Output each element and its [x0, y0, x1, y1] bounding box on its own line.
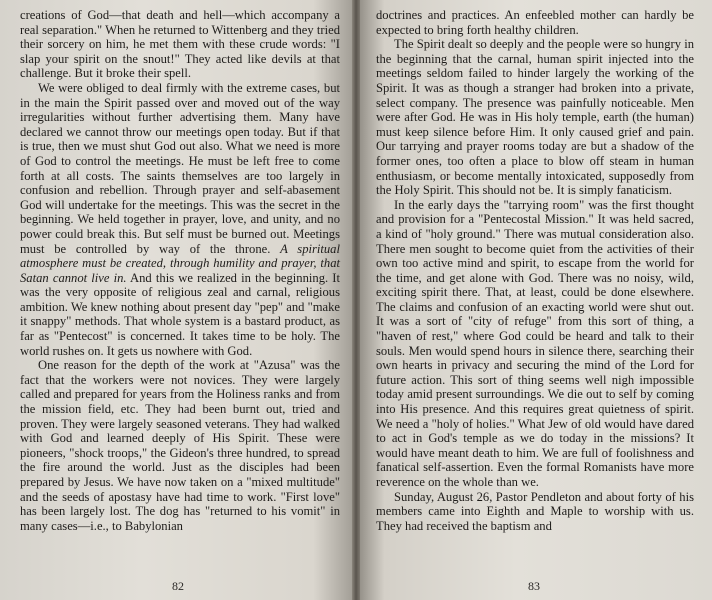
- paragraph: In the early days the "tarrying room" was the first thought and provision for a "Pentecostal Mission." It was held sacred, a kind of "holy ground." There was mutual consideration also. There men sought to become quiet from the activities of their own too active mind and spirit, to escape from the world for the time, and get alone with God. There was no noisy, wild, exciting spirit there. That, at least, could be done elsewhere. The claims and confusion of an exacting world were shut out. It was a sort of "city of refuge" from this sort of thing, a "haven of rest," where God could be heard and talk to their souls. Men would spend hours in silence there, searching their own hearts in privacy and securing the mind of the Lord for future action. This sort of thing seems well nigh impossible today amid present surroundings. We die out to self by coming into His presence. And this requires great quietness of spirit. We need a "holy of holies." What Jew of old would have dared to act in God's temple as we do today in the missions? It would have meant death to him. We are full of foolishness and fanatical self-assertion. Even the formal Romanists have more reverence on the whole than we.: [376, 197, 694, 489]
- paragraph: Sunday, August 26, Pastor Pendleton and about forty of his members came into Eighth and Maple to worship with us. They had received the baptism and: [376, 489, 694, 533]
- right-page: [356, 0, 712, 600]
- paragraph: [20, 81, 340, 358]
- page-number: 83: [528, 579, 540, 593]
- left-page-text: [20, 8, 340, 533]
- page-number: 82: [172, 579, 184, 593]
- paragraph: One reason for the depth of the work at "Azusa" was the fact that the workers were not novices. They were largely called and prepared for years from the Holiness ranks and from the mission field, etc. They had been burnt out, tried and proven. They were largely seasoned veterans. They had walked with God and learned deeply of His Spirit. These were pioneers, "shock troops," the Gideon's three hundred, to spread the fire around the world. Just as the disciples had been prepared by Jesus. We have now taken on a "mixed multitude" and the seeds of apostasy have had time to work. "First love" has been largely lost. The dog has "returned to his vomit" in many cases—i.e., to Babylonian: [20, 358, 340, 533]
- italic-emphasis: A spiritual atmosphere must be created, through humility and prayer, that Satan cannot live in.: [20, 241, 340, 285]
- paragraph-text: And this we realized in the beginning. It was the very opposite of religious zeal and carnal, religious ambition. We knew nothing about present day "pep" and "make it snappy" methods. That whole system is a bastard product, as far as "Pentecost" is concerned. It takes time to be holy. The world rushes on. It gets us nowhere with God.: [20, 270, 340, 358]
- paragraph: creations of God—that death and hell—which accompany a real separation." When he returned to Wittenberg and they tried their sorcery on him, he met them with these crude words: "I slap your spirit on the snout!" They acted like devils at that challenge. But it broke their spell.: [20, 8, 340, 81]
- book-gutter: [352, 0, 360, 600]
- paragraph: The Spirit dealt so deeply and the people were so hungry in the beginning that the carnal, human spirit injected into the meetings seldom failed to hinder largely the working of the Spirit. It was as though a stranger had broken into a private, select company. The presence was painfully noticeable. Men were after God. He was in His holy temple, earth (the human) must keep silence before Him. It only caused grief and pain. Our tarrying and prayer rooms today are but a shadow of the former ones, too often a place to blow off steam in human enthusiasm, or become mentally intoxicated, supposedly from the Holy Spirit. This should not be. It is simply fanaticism.: [376, 37, 694, 198]
- paragraph-text: We were obliged to deal firmly with the extreme cases, but in the main the Spirit passed over and moved out of the way irregularities without further advertising them. Many have declared we cannot throw our meetings open today. But if that is true, then we must shut God out also. What we need is more of God to control the meetings. He must be left free to come forth at all costs. The saints themselves are too largely in confusion and rebellion. Through prayer and self-abasement God will undertake for the meetings. This was the secret in the beginning. We held together in prayer, love, and unity, and no power could break this. But self must be burned out. Meetings must be controlled by way of the throne.: [20, 80, 340, 256]
- paragraph: doctrines and practices. An enfeebled mother can hardly be expected to bring forth healthy children.: [376, 8, 694, 37]
- right-page-text: [376, 8, 694, 533]
